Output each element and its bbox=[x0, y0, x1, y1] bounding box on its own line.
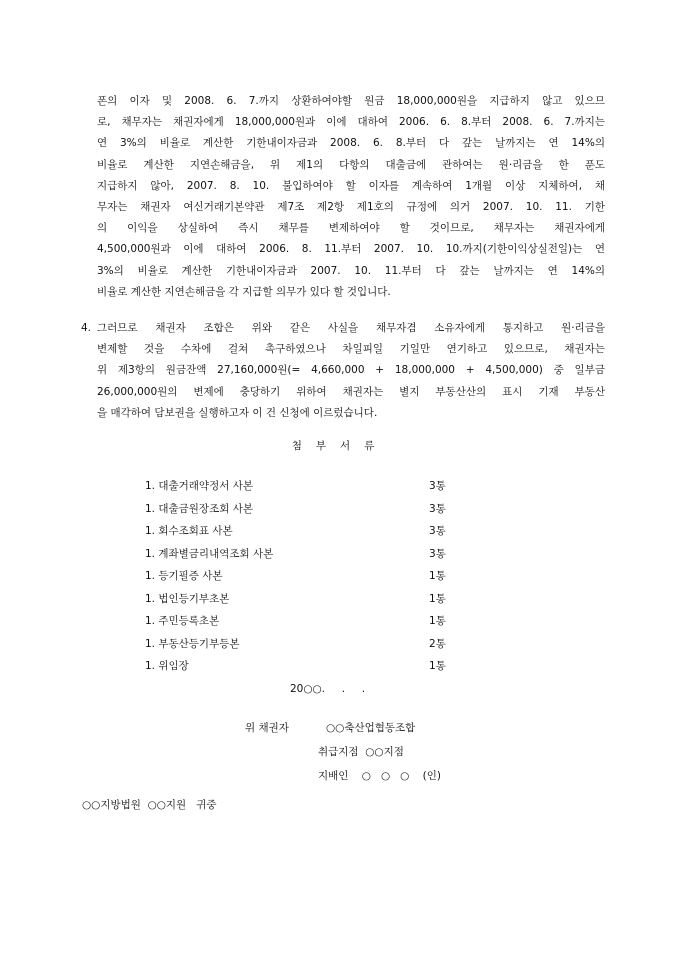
attachment-name: 1. 주민등록초본 bbox=[145, 615, 220, 627]
branch-line: 취급지점 ○○지점 bbox=[318, 746, 404, 758]
paragraph-line: 폰의 이자 및 2008. 6. 7.까지 상환하여야할 원금 18,000,000원을 지급하지 않고 있으므 bbox=[97, 95, 605, 107]
attachment-count: 1통 bbox=[429, 615, 446, 627]
attachment-count: 1통 bbox=[429, 592, 446, 605]
attachment-row bbox=[145, 589, 465, 612]
attachment-count: 2통 bbox=[429, 637, 446, 650]
attachment-name: 1. 회수조회표 사본 bbox=[145, 525, 233, 537]
paragraph-conclusion bbox=[97, 318, 605, 424]
attachments-heading: 첨부서류 bbox=[291, 440, 389, 452]
attachment-name: 1. 대출거래약정서 사본 bbox=[145, 480, 253, 492]
attachment-count: 3통 bbox=[429, 525, 446, 537]
attachment-row bbox=[145, 476, 465, 499]
attachment-name: 1. 대출금원장조회 사본 bbox=[145, 502, 253, 515]
attachment-count: 1통 bbox=[429, 570, 446, 582]
paragraph-line: 연 3%의 비율로 계산한 기한내이자금과 2008. 6. 8.부터 다 갚는 날까지는 연 14%의 bbox=[97, 137, 605, 150]
signature-block bbox=[0, 716, 680, 788]
attachment-row bbox=[145, 611, 465, 634]
attachment-count: 1통 bbox=[429, 660, 446, 672]
paragraph-line: 비율로 계산한 지연손해금을 각 지급할 의무가 있다 할 것입니다. bbox=[97, 285, 391, 298]
attachment-count: 3통 bbox=[429, 480, 446, 492]
attachment-row bbox=[145, 544, 465, 567]
paragraph-line: 위 제3항의 원금잔액 27,160,000원(= 4,660,000 + 18,000,000 + 4,500,000) 중 일부금 bbox=[97, 364, 605, 377]
paragraph-line: 로, 채무자는 채권자에게 18,000,000원과 이에 대하여 2006. 6. 8.부터 2008. 6. 7.까지는 bbox=[97, 116, 605, 129]
paragraph-line: 4,500,000원과 이에 대하여 2006. 8. 11.부터 2007. 10. 10.까지(기한이익상실전일)는 연 bbox=[97, 243, 605, 256]
court-addressee: ○○지방법원 ○○지원 귀중 bbox=[82, 799, 217, 811]
attachment-name: 1. 계좌별금리내역조회 사본 bbox=[145, 547, 274, 560]
paragraph-line: 을 매각하여 담보권을 실행하고자 이 건 신청에 이르렀습니다. bbox=[97, 406, 378, 419]
paragraph-line: 의 이익을 상실하여 즉시 채무를 변제하여야 할 것이므로, 채무자는 채권자에게 bbox=[97, 222, 605, 235]
paragraph-line: 3%의 비율로 계산한 기한내이자금과 2007. 10. 11.부터 다 갚는 날까지는 연 14%의 bbox=[97, 264, 605, 277]
attachment-name: 1. 위임장 bbox=[145, 660, 189, 672]
paragraph-line: 그러므로 채권자 조합은 위와 같은 사실을 채무자겸 소유자에게 통지하고 원·리금을 bbox=[97, 322, 605, 334]
signature-role: 위 채권자 bbox=[245, 722, 289, 734]
paragraph-line: 지급하지 않아, 2007. 8. 10. 불입하여야 할 이자를 계속하여 1개월 이상 지체하여, 채 bbox=[97, 179, 605, 192]
attachment-name: 1. 부동산등기부등본 bbox=[145, 637, 240, 650]
attachment-row bbox=[145, 656, 465, 679]
attachment-row bbox=[145, 521, 465, 544]
attachment-count: 3통 bbox=[429, 547, 446, 560]
creditor-name: ○○축산업협동조합 bbox=[326, 722, 416, 734]
attachment-row bbox=[145, 634, 465, 657]
paragraph-line: 변제할 것을 수차에 걸쳐 촉구하였으나 차일피일 기일만 연기하고 있으므로, 채권자는 bbox=[97, 343, 605, 356]
paragraph-line: 무자는 채권자 여신거래기본약관 제7조 제2항 제1호의 규정에 의거 2007. 10. 11. 기한 bbox=[97, 201, 605, 214]
attachment-name: 1. 법인등기부초본 bbox=[145, 592, 230, 605]
paragraph-line: 26,000,000원의 변제에 충당하기 위하여 채권자는 별지 부동산산의 표시 기재 부동산 bbox=[97, 385, 605, 398]
paragraph-line: 비율로 계산한 지연손해금을, 위 제1의 다항의 대출금에 관하여는 원·리금을 한 푼도 bbox=[97, 158, 605, 171]
manager-line: 지배인 ○ ○ ○ (인) bbox=[318, 770, 441, 782]
filing-date: 20○○. . . bbox=[290, 683, 366, 695]
item-number: 4. bbox=[81, 322, 92, 334]
paragraph-claim-details bbox=[97, 91, 605, 303]
attachments-list bbox=[145, 476, 465, 679]
attachment-row bbox=[145, 499, 465, 522]
attachment-count: 3통 bbox=[429, 502, 446, 515]
attachment-name: 1. 등기필증 사본 bbox=[145, 570, 223, 582]
attachment-row bbox=[145, 566, 465, 589]
